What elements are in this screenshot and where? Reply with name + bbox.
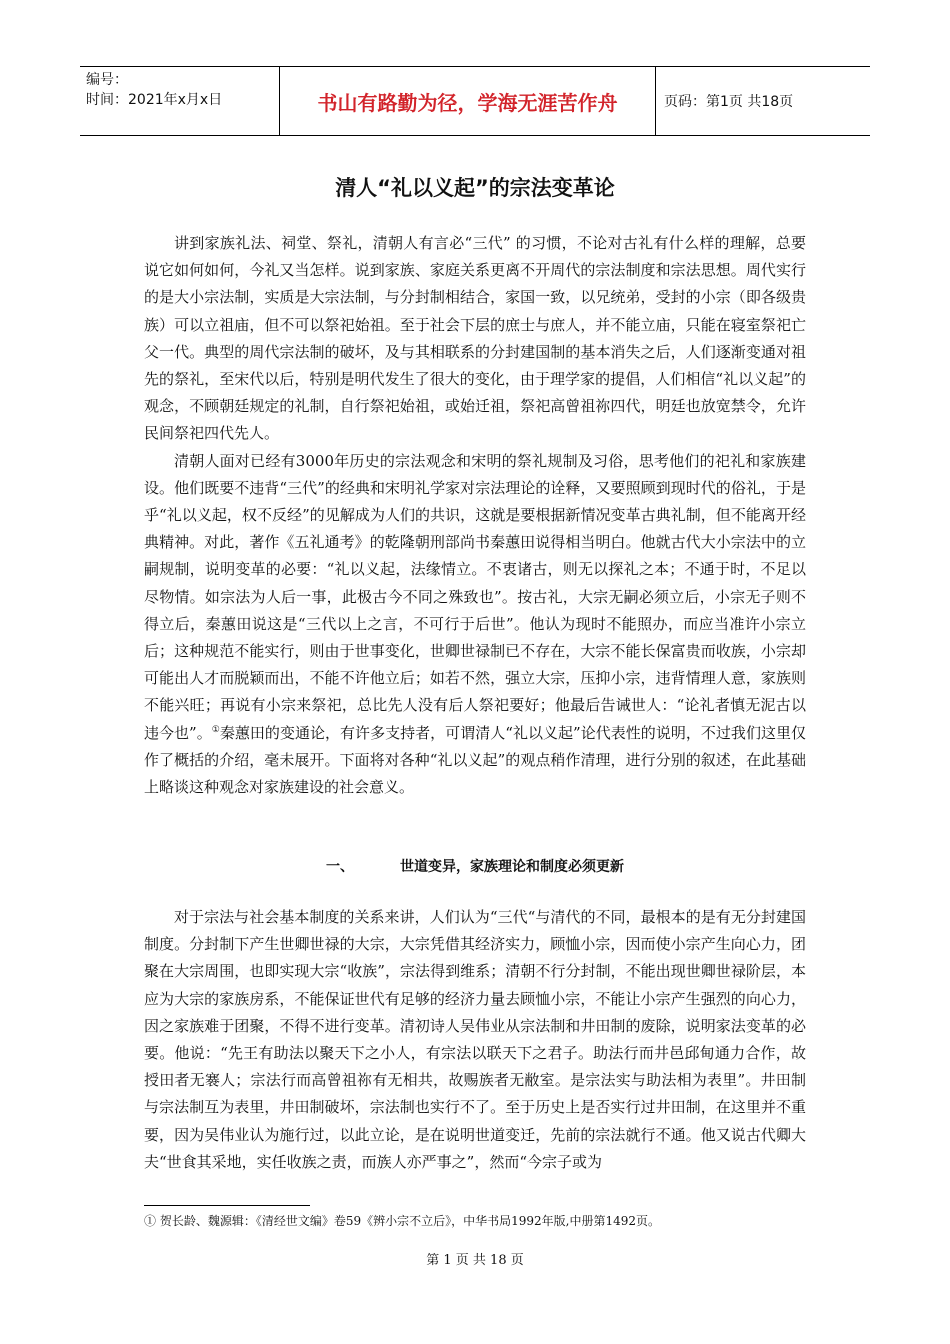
- document-time-label: 时间：2021年x月x日: [86, 92, 223, 108]
- header-page-info: 页码：第1页 共18页: [664, 94, 794, 110]
- page-footer: 第 1 页 共 18 页: [426, 1253, 524, 1268]
- section-title: 世道变异，家族理论和制度必须更新: [400, 859, 624, 875]
- document-number-label: 编号：: [86, 72, 128, 88]
- paragraph-1: 讲到家族礼法、祠堂、祭礼，清朝人有言必“三代” 的习惯，不论对古礼有什么样的理解，总要说它如何如何，今礼又当怎样。说到家族、家庭关系更离不开周代的宗法制度和宗法思想。周代实行的是大小宗法制，实质是大宗法制，与分封制相结合，家国一致，以兄统弟，受封的小宗（即各级贵族）可以立祖庙，但不可以祭祀始祖。至于社会下层的庶士与庶人，并不能立庙，只能在寝室祭祀亡父一代。典型的周代宗法制的破坏，及与其相联系的分封建国制的基本消失之后，人们逐渐变通对祖先的祭礼，至宋代以后，特别是明代发生了很大的变化，由于理学家的提倡，人们相信“礼以义起”的观念，不顾朝廷规定的礼制，自行祭祀始祖，或始迁祖，祭祀高曾祖祢四代，明廷也放宽禁令，允许民间祭祀四代先人。: [144, 234, 806, 443]
- paragraph-2: [144, 448, 806, 802]
- section-body: [144, 904, 806, 1176]
- header-table: [80, 66, 870, 136]
- footnote-divider: [144, 1205, 310, 1206]
- header-page-cell: [656, 67, 870, 135]
- paragraph-2-text: 清朝人面对已经有3000年历史的宗法观念和宋明的祭礼规制及习俗，思考他们的祀礼和家族建设。他们既要不违背“三代”的经典和宋明礼学家对宗法理论的诠释，又要照顾到现时代的俗礼，于是乎“礼以义起，权不反经”的见解成为人们的共识，这就是要根据新情况变革古典礼制，但不能离开经典精神。对此，著作《五礼通考》的乾隆朝刑部尚书秦蕙田说得相当明白。他就古代大小宗法中的立嗣规制，说明变革的必要：“礼以义起，法缘情立。不衷诸古，则无以探礼之本；不通于时，不足以尽物情。如宗法为人后一事，此极古今不同之殊致也”。按古礼，大宗无嗣必须立后，小宗无子则不得立后，秦蕙田说这是“三代以上之言，不可行于后世”。他认为现时不能照办，而应当准许小宗立后；这种规范不能实行，则由于世事变化，世卿世禄制已不存在，大宗不能长保富贵而收族，小宗却可能出人才而脱颖而出，不能不许他立后；如若不然，强立大宗，压抑小宗，违背情理人意，家族则不能兴旺；再说有小宗来祭祀，总比先人没有后人祭祀要好；他最后告诫世人：“论礼者慎无泥古以违今也”。: [144, 451, 806, 742]
- intro-body: [144, 230, 806, 801]
- section-heading: [144, 856, 806, 876]
- header-meta-cell: [80, 67, 280, 135]
- document-title: 清人“礼以义起”的宗法变革论: [335, 176, 615, 200]
- header-motto: 书山有路勤为径，学海无涯苦作舟: [317, 90, 618, 115]
- footnote: ① 贺长龄、魏源辑：《清经世文编》卷59《辨小宗不立后》，中华书局1992年版,中册第1492页。: [144, 1214, 660, 1228]
- paragraph-2-continued: 秦蕙田的变通论，有许多支持者，可谓清人“礼以义起”论代表性的说明，不过我们这里仅作了概括的介绍，毫未展开。下面将对各种“礼以义起”的观点稍作清理，进行分别的叙述，在此基础上略谈这种观念对家族建设的社会意义。: [144, 723, 807, 797]
- footnote-marker[interactable]: ①: [211, 724, 220, 735]
- header-motto-cell: [280, 67, 656, 135]
- section-number: 一、: [326, 859, 354, 875]
- section-paragraph: 对于宗法与社会基本制度的关系来讲，人们认为“三代“与清代的不同，最根本的是有无分封建国制度。分封制下产生世卿世禄的大宗，大宗凭借其经济实力，顾恤小宗，因而使小宗产生向心力，团聚在大宗周围，也即实现大宗“收族”，宗法得到维系；清朝不行分封制，不能出现世卿世禄阶层，本应为大宗的家族房系，不能保证世代有足够的经济力量去顾恤小宗，不能让小宗产生强烈的向心力，因之家族难于团聚，不得不进行变革。清初诗人吴伟业从宗法制和井田制的废除，说明家法变革的必要。他说：“先王有助法以聚天下之小人，有宗法以联天下之君子。助法行而井邑邱甸通力合作，故授田者无褰人；宗法行而高曾祖祢有无相共，故赐族者无敝室。是宗法实与助法相为表里”。井田制与宗法制互为表里，井田制破坏，宗法制也实行不了。至于历史上是否实行过井田制，在这里并不重要，因为吴伟业认为施行过，以此立论，是在说明世道变迁，先前的宗法就行不通。他又说古代卿大夫“世食其采地，实任收族之责，而族人亦严事之”，然而“今宗子或为: [144, 908, 806, 1171]
